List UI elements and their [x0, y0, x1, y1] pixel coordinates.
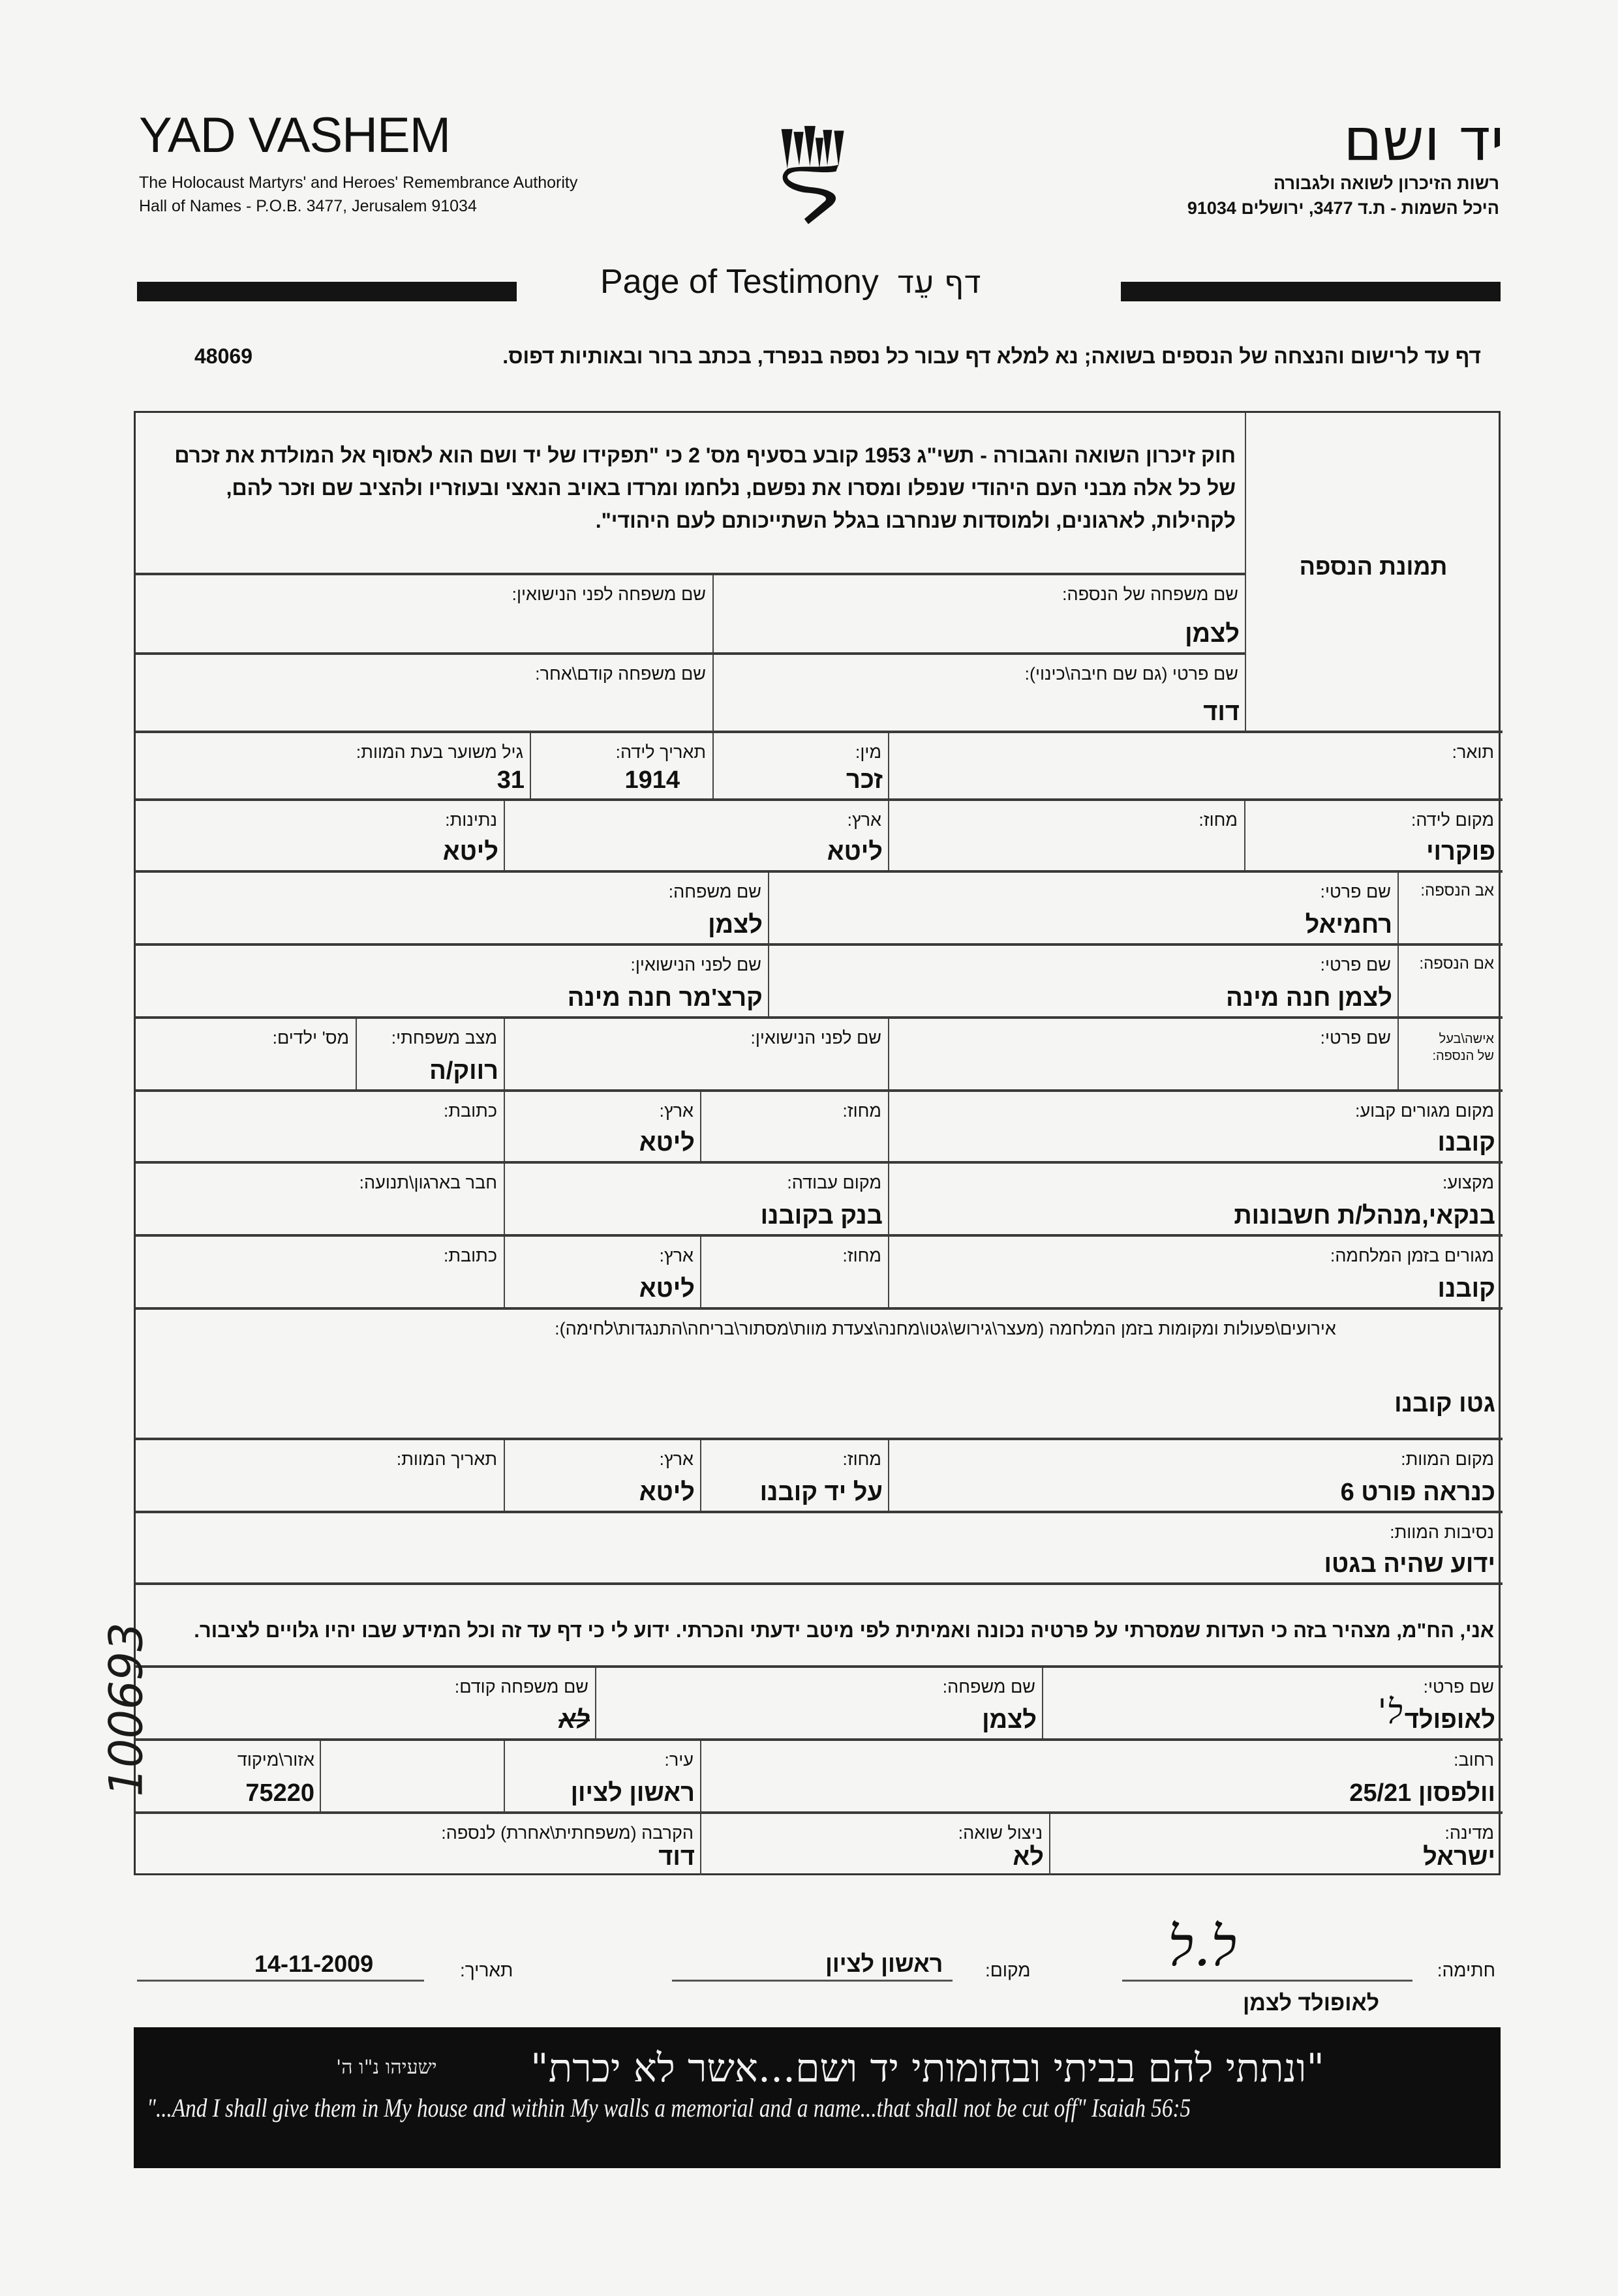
wartime-country-field[interactable]: [504, 1237, 700, 1307]
wartime-country-label: ארץ:: [659, 1246, 694, 1265]
death-place-field[interactable]: [889, 1440, 1501, 1511]
photo-label: תמונת הנספה: [1299, 553, 1448, 580]
submitter-last-name-value: לצמן: [982, 1706, 1037, 1734]
birth-region-field[interactable]: [889, 801, 1244, 870]
submitter-street-field[interactable]: [701, 1741, 1501, 1811]
father-last-name-label: שם משפחה:: [668, 882, 761, 901]
death-region-field[interactable]: [701, 1440, 888, 1511]
victim-last-name-value: לצמן: [1185, 620, 1240, 648]
submitter-zip-value: 75220: [245, 1779, 314, 1807]
victim-prev-name-field[interactable]: [136, 655, 712, 731]
death-country-value: ליטא: [639, 1479, 695, 1506]
father-row-label-text: אב הנספה:: [1420, 882, 1494, 899]
submitter-survivor-field[interactable]: [701, 1814, 1049, 1875]
submitter-last-name-label: שם משפחה:: [942, 1677, 1035, 1697]
mother-row-label: [1398, 946, 1501, 1016]
victim-birth-date-label: תאריך לידה:: [615, 742, 706, 762]
title-en: Page of Testimony: [600, 263, 879, 301]
quote-hebrew: "ונתתי להם בביתי ובחומותי יד ושם...אשר לא יכרת": [530, 2046, 1324, 2091]
membership-label: חבר בארגון\תנועה:: [359, 1173, 497, 1192]
spouse-row-label-2: של הנספה:: [1432, 1049, 1494, 1063]
law-text: חוק זיכרון השואה והגבורה - תשי"ג 1953 קובע בסעיף מס' 2 כי "תפקידו של יד ושם הוא לאסוף אל המולדת את זכרם של כל אלה מבני העם היהודי שנפלו ומסרו את נפשם, נלחמו ומרדו באויב הנאצי ובעוזריו ולהציב שם וזכר להם, לקהילות, לארגונים, ולמוסדות שנחרבו בגלל השתייכותם לעם היהודי".: [174, 444, 1236, 532]
title-he: דף עֵד: [896, 264, 981, 301]
signature-line[interactable]: [1122, 1980, 1412, 1982]
victim-gender-field[interactable]: [713, 733, 888, 798]
death-place-value: כנראה פורט 6: [1340, 1479, 1495, 1506]
victim-maiden-name-field[interactable]: [136, 575, 712, 652]
submitter-prev-name-label: שם משפחה קודם:: [454, 1677, 588, 1697]
quote-english: "...And I shall give them in My house and within My walls a memorial and a name...that shall not be cut off" Isaiah 56:5: [147, 2093, 1191, 2122]
footer-quote-band: [134, 2027, 1501, 2168]
submitter-country-value: ישראל: [1423, 1843, 1495, 1871]
submitter-relation-label: הקרבה (משפחתית\אחרת) לנספה:: [441, 1823, 694, 1843]
submitter-first-name-field[interactable]: [1043, 1668, 1501, 1738]
profession-label: מקצוע:: [1442, 1173, 1494, 1192]
wartime-events-field[interactable]: [136, 1310, 1501, 1438]
spouse-first-name-label: שם פרטי:: [1320, 1028, 1391, 1048]
death-date-field[interactable]: [136, 1440, 504, 1511]
birth-country-value: ליטא: [827, 838, 883, 866]
wartime-events-label: אירועים\פעולות ומקומות בזמן המלחמה (מעצר\גירוש\גטו\מחנה\צעדת מוות\מסתור\בריחה\התנגדות\לחימה):: [555, 1319, 1336, 1338]
submitter-city-field[interactable]: [504, 1741, 700, 1811]
submitter-initial-handwriting: ל': [1377, 1693, 1403, 1732]
death-circumstances-field[interactable]: [136, 1513, 1501, 1582]
nationality-field[interactable]: [136, 801, 504, 870]
wartime-region-field[interactable]: [701, 1237, 888, 1307]
father-first-name-field[interactable]: [769, 873, 1397, 943]
date-label: תאריך:: [460, 1960, 513, 1980]
submitter-last-name-field[interactable]: [596, 1668, 1042, 1738]
submitter-survivor-label: ניצול שואה:: [958, 1823, 1043, 1843]
death-circumstances-label: נסיבות המוות:: [1390, 1522, 1494, 1542]
menorah-logo-icon: [757, 99, 868, 256]
father-last-name-field[interactable]: [136, 873, 768, 943]
birth-place-value: פוקרוי: [1426, 838, 1495, 866]
org-name-en: YAD VASHEM: [139, 108, 451, 163]
residence-address-field[interactable]: [136, 1092, 504, 1161]
wartime-country-value: ליטא: [639, 1275, 695, 1303]
submitter-survivor-value: לא: [1013, 1843, 1044, 1871]
wartime-place-field[interactable]: [889, 1237, 1501, 1307]
wartime-address-label: כתובת:: [443, 1246, 497, 1265]
victim-prev-name-label: שם משפחה קודם\אחר:: [535, 664, 706, 684]
victim-age-value: 31: [496, 766, 525, 794]
submitter-street-value: וולפסון 25/21: [1349, 1779, 1495, 1807]
residence-place-label: מקום מגורים קבוע:: [1354, 1101, 1494, 1121]
death-region-value: על יד קובנו: [759, 1479, 883, 1506]
father-first-name-value: רחמיאל: [1305, 911, 1392, 939]
victim-last-name-label: שם משפחה של הנספה:: [1061, 584, 1238, 604]
submitter-relation-field[interactable]: [136, 1814, 700, 1875]
org-address-he: היכל השמות - ת.ד 3477, ירושלים 91034: [1187, 198, 1499, 218]
father-last-name-value: לצמן: [708, 911, 763, 939]
mother-maiden-name-label: שם לפני הנישואין:: [630, 955, 761, 974]
children-count-field[interactable]: [136, 1019, 356, 1089]
form-number: 48069: [194, 344, 252, 368]
victim-first-name-label: שם פרטי (גם שם חיבה\כינוי):: [1024, 664, 1238, 684]
residence-address-label: כתובת:: [443, 1101, 497, 1121]
submitter-street-label: רחוב:: [1453, 1750, 1494, 1770]
spouse-maiden-name-label: שם לפני הנישואין:: [750, 1028, 881, 1048]
place-line[interactable]: [672, 1980, 953, 1982]
org-address-en: Hall of Names - P.O.B. 3477, Jerusalem 91034: [139, 197, 477, 215]
death-country-field[interactable]: [504, 1440, 700, 1511]
org-authority-en: The Holocaust Martyrs' and Heroes' Remembrance Authority: [139, 174, 578, 192]
place-label: מקום:: [985, 1960, 1031, 1980]
residence-region-field[interactable]: [701, 1092, 888, 1161]
father-first-name-label: שם פרטי:: [1320, 882, 1391, 901]
victim-last-name-field[interactable]: [713, 575, 1245, 652]
wartime-region-label: מחוז:: [842, 1246, 881, 1265]
submitter-first-name-label: שם פרטי:: [1423, 1677, 1494, 1697]
submitter-zip-label: אזור\מיקוד: [237, 1750, 314, 1770]
victim-age-field[interactable]: [136, 733, 530, 798]
submitter-relation-value: דוד: [658, 1843, 695, 1871]
mother-maiden-name-field[interactable]: [136, 946, 768, 1016]
residence-place-value: קובנו: [1437, 1129, 1495, 1156]
date-value: 14-11-2009: [254, 1950, 374, 1977]
submitter-prev-name-field[interactable]: [136, 1668, 595, 1738]
quote-hebrew-reference: ישעיהו נ"ו ה': [336, 2056, 437, 2079]
death-date-label: תאריך המוות:: [396, 1449, 497, 1469]
death-place-label: מקום המוות:: [1401, 1449, 1494, 1469]
submitter-country-field[interactable]: [1050, 1814, 1501, 1875]
submitter-city-value: ראשון לציון: [570, 1779, 695, 1807]
residence-region-label: מחוז:: [842, 1101, 881, 1121]
wartime-address-field[interactable]: [136, 1237, 504, 1307]
declaration: [136, 1585, 1501, 1665]
marital-status-value: רווק/ה: [429, 1057, 498, 1085]
title-bar-right: [1121, 282, 1501, 301]
death-region-label: מחוז:: [842, 1449, 881, 1469]
page-title: [600, 262, 981, 301]
archive-number-handwritten: 100693: [99, 1622, 153, 1797]
residence-place-field[interactable]: [889, 1092, 1501, 1161]
residence-country-label: ארץ:: [659, 1101, 694, 1121]
spouse-maiden-name-field[interactable]: [504, 1019, 888, 1089]
wartime-events-value: גטו קובנו: [1394, 1390, 1495, 1417]
org-authority-he: רשות הזיכרון לשואה ולגבורה: [1274, 174, 1499, 193]
submitter-prev-name-value: לא: [558, 1706, 590, 1734]
birth-region-label: מחוז:: [1198, 810, 1238, 830]
org-subtitle-en: [139, 171, 577, 218]
submitter-city-label: עיר:: [664, 1750, 694, 1770]
victim-birth-date-field[interactable]: [530, 733, 712, 798]
victim-gender-label: מין:: [855, 742, 881, 762]
org-subtitle-he: [1187, 171, 1499, 220]
victim-first-name-field[interactable]: [713, 655, 1245, 731]
date-line[interactable]: [137, 1980, 424, 1982]
instructions: דף עד לרישום והנצחה של הנספים בשואה; נא למלא דף עבור כל נספה בנפרד, בכתב ברור ובאותיות דפוס.: [502, 344, 1481, 368]
title-bar-left: [137, 282, 517, 301]
victim-first-name-value: דוד: [1203, 699, 1240, 726]
death-circumstances-value: ידוע שהיה בגטו: [1324, 1550, 1495, 1578]
birth-country-label: ארץ:: [847, 810, 881, 830]
victim-gender-value: זכר: [846, 766, 883, 794]
spouse-row-label: [1398, 1019, 1501, 1089]
testimony-form: [134, 411, 1501, 1875]
declaration-text: אני, הח"מ, מצהיר בזה כי העדות שמסרתי על פרטיה נכונה ואמיתית לפי מיטב ידעתי והכרתי. ידוע לי כי דף עד זה וכל המידע שבו יהיו גלויים לציבור.: [194, 1619, 1494, 1642]
photo-box[interactable]: [1246, 413, 1501, 731]
father-row-label: [1398, 873, 1501, 943]
submitter-country-label: מדינה:: [1444, 1823, 1494, 1843]
wartime-place-label: מגורים בזמן המלחמה:: [1330, 1246, 1494, 1265]
birth-country-field[interactable]: [504, 801, 888, 870]
mother-maiden-name-value: קרצ'מר חנה מינה: [567, 984, 763, 1012]
signer-name: לאופולד לצמן: [1243, 1991, 1380, 2016]
residence-country-field[interactable]: [504, 1092, 700, 1161]
wartime-place-value: קובנו: [1437, 1275, 1495, 1303]
submitter-first-name-value: לאופולד: [1404, 1706, 1495, 1734]
victim-birth-date-value: 1914: [624, 766, 680, 794]
victim-age-label: גיל משוער בעת המוות:: [356, 742, 523, 762]
nationality-value: ליטא: [442, 838, 498, 866]
profession-value: בנקאי,מנהל/ת חשבונות: [1234, 1202, 1495, 1230]
victim-title-field[interactable]: [889, 733, 1501, 798]
children-count-label: מס' ילדים:: [272, 1028, 349, 1048]
profession-field[interactable]: [889, 1164, 1501, 1234]
victim-maiden-name-label: שם משפחה לפני הנישואין:: [511, 584, 706, 604]
workplace-value: בנק בקובנו: [760, 1202, 883, 1230]
nationality-label: נתינות:: [445, 810, 497, 830]
birth-place-label: מקום לידה:: [1411, 810, 1494, 830]
spouse-first-name-field[interactable]: [889, 1019, 1397, 1089]
death-country-label: ארץ:: [659, 1449, 694, 1469]
signature-label: חתימה:: [1437, 1960, 1495, 1980]
workplace-field[interactable]: [504, 1164, 888, 1234]
membership-field[interactable]: [136, 1164, 504, 1234]
place-value: ראשון לציון: [825, 1950, 943, 1977]
mother-first-name-value: לצמן חנה מינה: [1226, 984, 1392, 1012]
signature-scrawl: ל.ל: [1168, 1914, 1237, 1978]
marital-status-label: מצב משפחתי:: [391, 1028, 497, 1048]
residence-country-value: ליטא: [639, 1129, 695, 1156]
org-name-he: יד ושם: [1343, 106, 1504, 174]
mother-first-name-field[interactable]: [769, 946, 1397, 1016]
spouse-row-label-1: אישה\בעל: [1439, 1032, 1494, 1046]
mother-first-name-label: שם פרטי:: [1320, 955, 1391, 974]
mother-row-label-text: אם הנספה:: [1419, 955, 1494, 973]
law-text-cell: [136, 413, 1245, 573]
birth-place-field[interactable]: [1245, 801, 1501, 870]
workplace-label: מקום עבודה:: [787, 1173, 881, 1192]
marital-status-field[interactable]: [356, 1019, 504, 1089]
victim-title-label: תואר:: [1452, 742, 1494, 762]
